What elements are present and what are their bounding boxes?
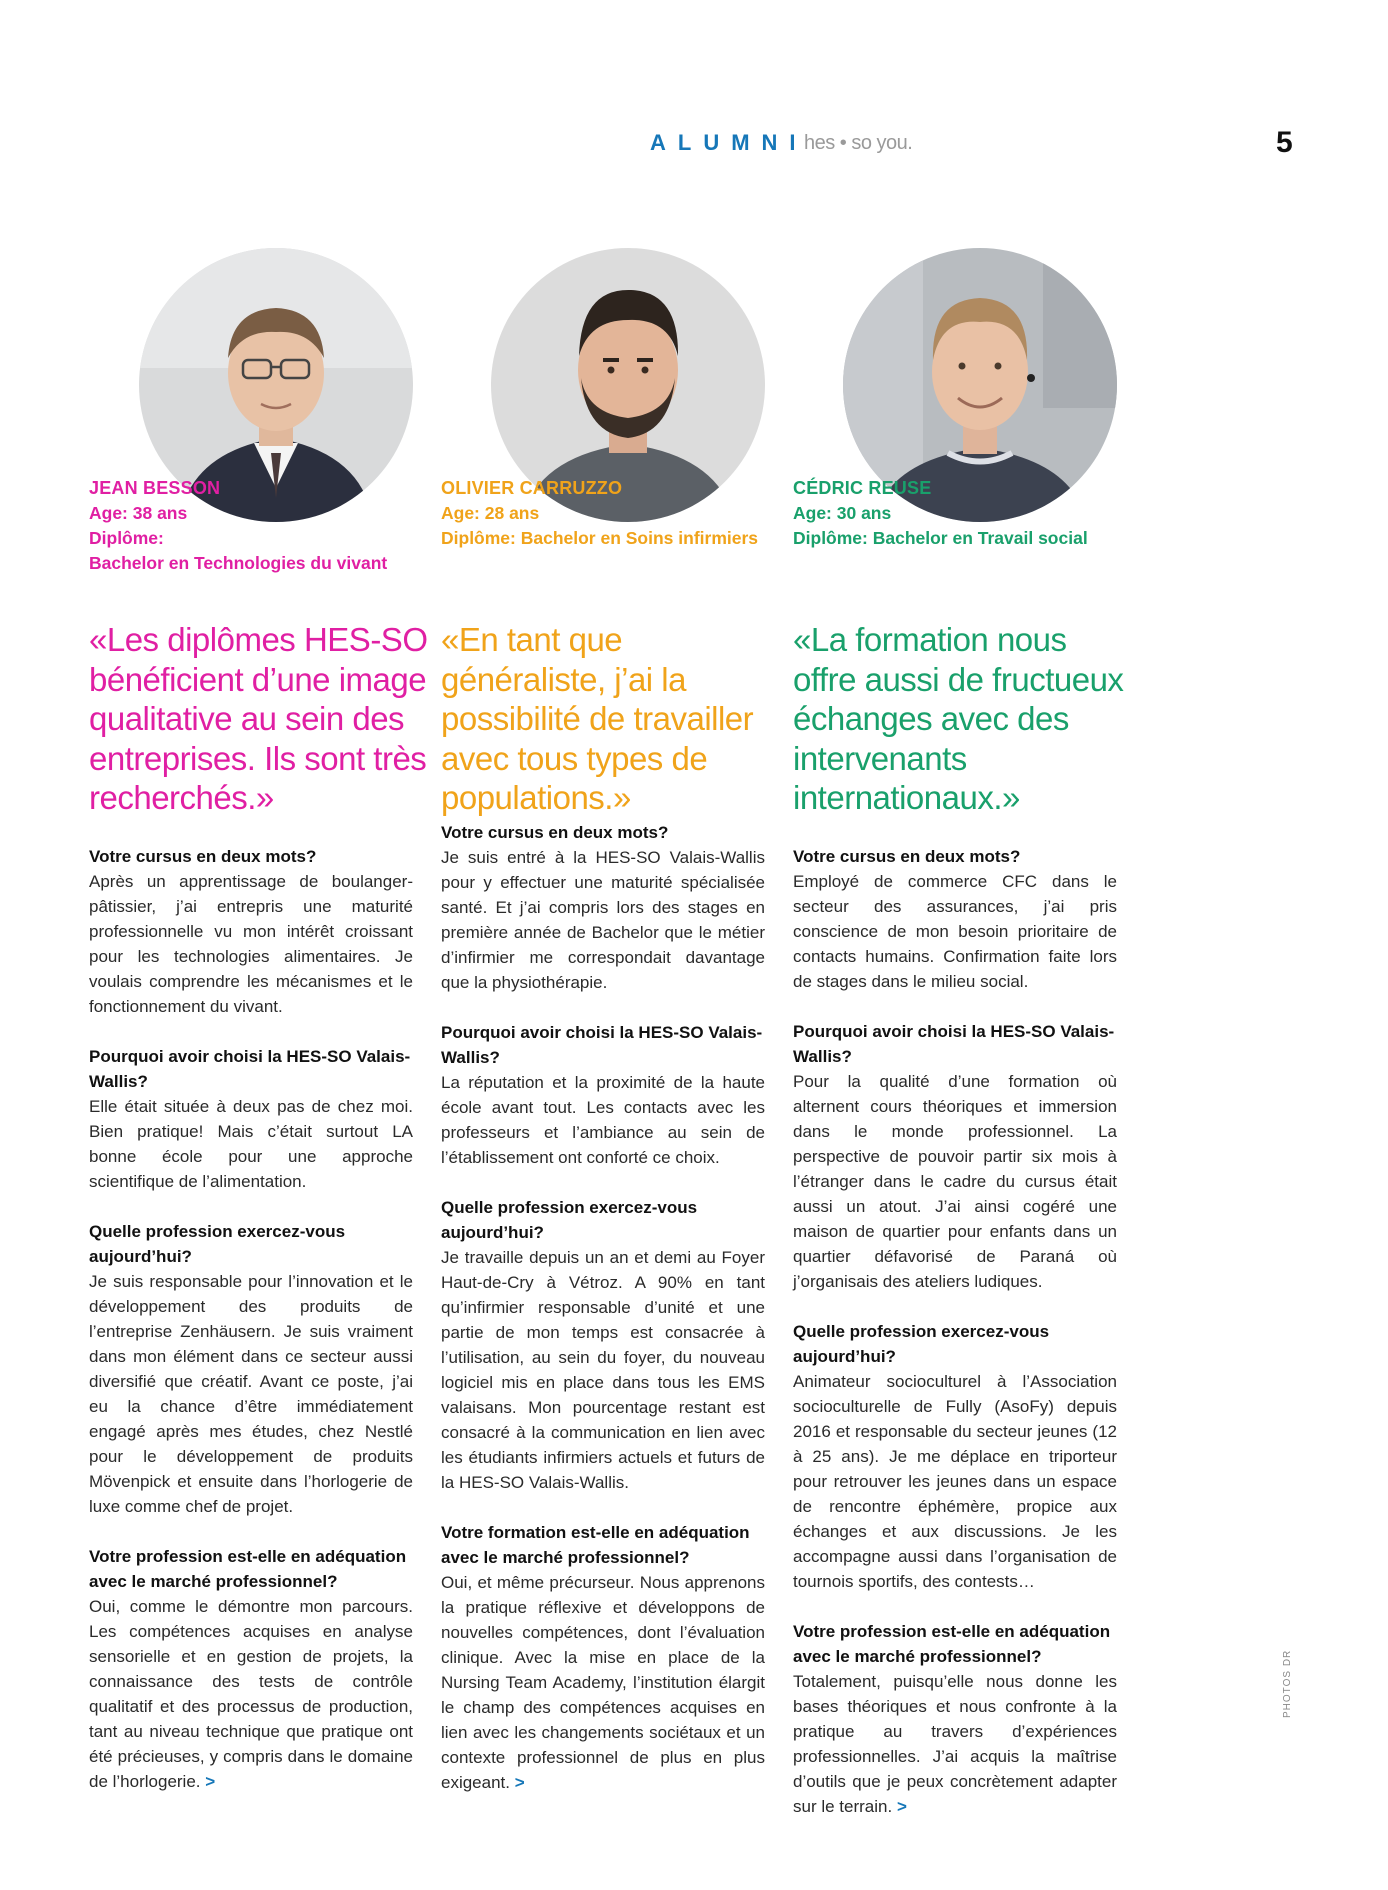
pull-quote: «Les diplômes HES-SO bénéficient d’une image qualitative au sein des entreprises. Ils sont très recherchés.» (89, 621, 428, 816)
answer: Animateur socioculturel à l’Association socioculturelle de Fully (AsoFy) depuis 2016 et responsable du secteur jeunes (12 à 25 ans). Je me déplace en triporteur pour retrouver les jeunes dans un espace de rencontre éphémère, propice aux échanges et aux discussions. Je les accompagne aussi dans l’organisation de tournois sportifs, des contests… (793, 1372, 1117, 1591)
profile-age: Age: 30 ans (793, 503, 892, 523)
question: Quelle profession exercez-vous aujourd’hui? (793, 1322, 1050, 1366)
brand-logo: hes • so you. (804, 132, 913, 154)
profile-age: Age: 28 ans (441, 503, 540, 523)
section-title: ALUMNI (650, 130, 808, 155)
question: Pourquoi avoir choisi la HES-SO Valais-Wallis? (89, 1047, 411, 1091)
profile-diploma-label: Diplôme: (89, 528, 164, 548)
answer: Employé de commerce CFC dans le secteur des assurances, j’ai pris conscience de mon besoin prioritaire de contacts humains. Confirmation faite lors de stages dans le milieu social. (793, 872, 1117, 991)
continue-arrow-icon: > (205, 1772, 216, 1791)
answer (89, 1594, 413, 1794)
continue-arrow-icon: > (896, 1797, 907, 1816)
question: Pourquoi avoir choisi la HES-SO Valais-Wallis? (441, 1023, 763, 1067)
answer (441, 1570, 765, 1795)
pull-quote: «La formation nous offre aussi de fructueux échanges avec des intervenants internationaux.» (793, 621, 1124, 816)
interview (89, 844, 413, 1794)
profile-diploma: Diplôme: Bachelor en Soins infirmiers (441, 528, 759, 548)
answer-text: Oui, comme le démontre mon parcours. Les compétences acquises en analyse sensorielle et en gestion de projets, la connaissance des tests de contrôle qualitatif et des processus de production, tant au niveau technique que pratique ont été précieuses, y compris dans le domaine de l’horlogerie. (89, 1597, 413, 1791)
answer: Après un apprentissage de boulanger-pâtissier, j’ai entrepris une maturité professionnelle vu mon intérêt croissant pour les technologies alimentaires. Je voulais comprendre les mécanismes et le fonctionnement du vivant. (89, 872, 413, 1016)
answer: Elle était située à deux pas de chez moi. Bien pratique! Mais c’était surtout LA bonne école pour une approche scientifique de l’alimentation. (89, 1097, 413, 1191)
answer: Je suis responsable pour l’innovation et le développement des produits de l’entreprise Zenhäusern. Je suis vraiment dans mon élément dans ce secteur aussi diversifié que créatif. Avant ce poste, j’ai eu la chance d’être immédiatement engagé après mes études, chez Nestlé pour le développement de produits Mövenpick et ensuite dans l’horlogerie de luxe comme chef de projet. (89, 1272, 413, 1516)
profile-info (793, 476, 1133, 551)
page-number: 5 (1276, 126, 1293, 159)
answer: Je travaille depuis un an et demi au Foyer Haut-de-Cry à Vétroz. A 90% en tant qu’infirmier responsable d’unité et une partie de mon temps est consacrée à l’utilisation, au sein du foyer, du nouveau logiciel mis en place dans tous les EMS valaisans. Mon pourcentage restant est consacré à la communication en lien avec les étudiants infirmiers actuels et futurs de la HES-SO Valais-Wallis. (441, 1248, 765, 1492)
answer: La réputation et la proximité de la haute école avant tout. Les contacts avec les professeurs et l’ambiance au sein de l’établissement ont conforté ce choix. (441, 1073, 765, 1167)
question: Votre cursus en deux mots? (793, 847, 1021, 866)
question: Votre formation est-elle en adéquation avec le marché professionnel? (441, 1523, 750, 1567)
answer-text: Totalement, puisqu’elle nous donne les bases théoriques et nous confronte à la pratique au travers d’expériences professionnelles. J’ai acquis la maîtrise d’outils que je peux concrètement adapter sur le terrain. (793, 1672, 1117, 1816)
question: Quelle profession exercez-vous aujourd’hui? (441, 1198, 698, 1242)
profile-name: CÉDRIC REUSE (793, 478, 932, 498)
question: Quelle profession exercez-vous aujourd’hui? (89, 1222, 346, 1266)
interview (441, 820, 765, 1795)
profile-diploma: Diplôme: Bachelor en Travail social (793, 528, 1088, 548)
profile-name: OLIVIER CARRUZZO (441, 478, 623, 498)
profile-info (89, 476, 429, 576)
pull-quote: «En tant que généraliste, j’ai la possibilité de travailler avec tous types de populations.» (441, 621, 754, 816)
question: Votre profession est-elle en adéquation avec le marché professionnel? (793, 1622, 1111, 1666)
profile-name: JEAN BESSON (89, 478, 221, 498)
profile-info (441, 476, 781, 551)
profile-diploma: Bachelor en Technologies du vivant (89, 553, 388, 573)
answer: Je suis entré à la HES-SO Valais-Wallis pour y effectuer une maturité spécialisée santé. Et j’ai compris lors des stages en première année de Bachelor que le métier d’infirmier me correspondait davantage que la physiothérapie. (441, 848, 765, 992)
profile-age: Age: 38 ans (89, 503, 188, 523)
answer (793, 1669, 1117, 1819)
continue-arrow-icon: > (514, 1773, 525, 1792)
answer-text: Oui, et même précurseur. Nous apprenons la pratique réflexive et développons de nouvelles compétences, dont l’évaluation clinique. Avec la mise en place de la Nursing Team Academy, l’institution élargit le champ des compétences acquises en lien avec les changements sociétaux et un contexte professionnel de plus en plus exigeant. (441, 1573, 765, 1792)
question: Votre profession est-elle en adéquation avec le marché professionnel? (89, 1547, 407, 1591)
question: Votre cursus en deux mots? (441, 823, 669, 842)
page-header (0, 126, 1388, 166)
question: Pourquoi avoir choisi la HES-SO Valais-Wallis? (793, 1022, 1115, 1066)
question: Votre cursus en deux mots? (89, 847, 317, 866)
answer: Pour la qualité d’une formation où alternent cours théoriques et immersion dans le monde professionnel. La perspective de pouvoir partir six mois à l’étranger dans le cadre du cursus était aussi un atout. J’ai ainsi cogéré une maison de quartier pour enfants dans un quartier défavorisé de Paraná où j’organisais des ateliers ludiques. (793, 1072, 1117, 1291)
photo-credit: PHOTOS DR (1282, 1649, 1293, 1718)
interview (793, 844, 1117, 1819)
